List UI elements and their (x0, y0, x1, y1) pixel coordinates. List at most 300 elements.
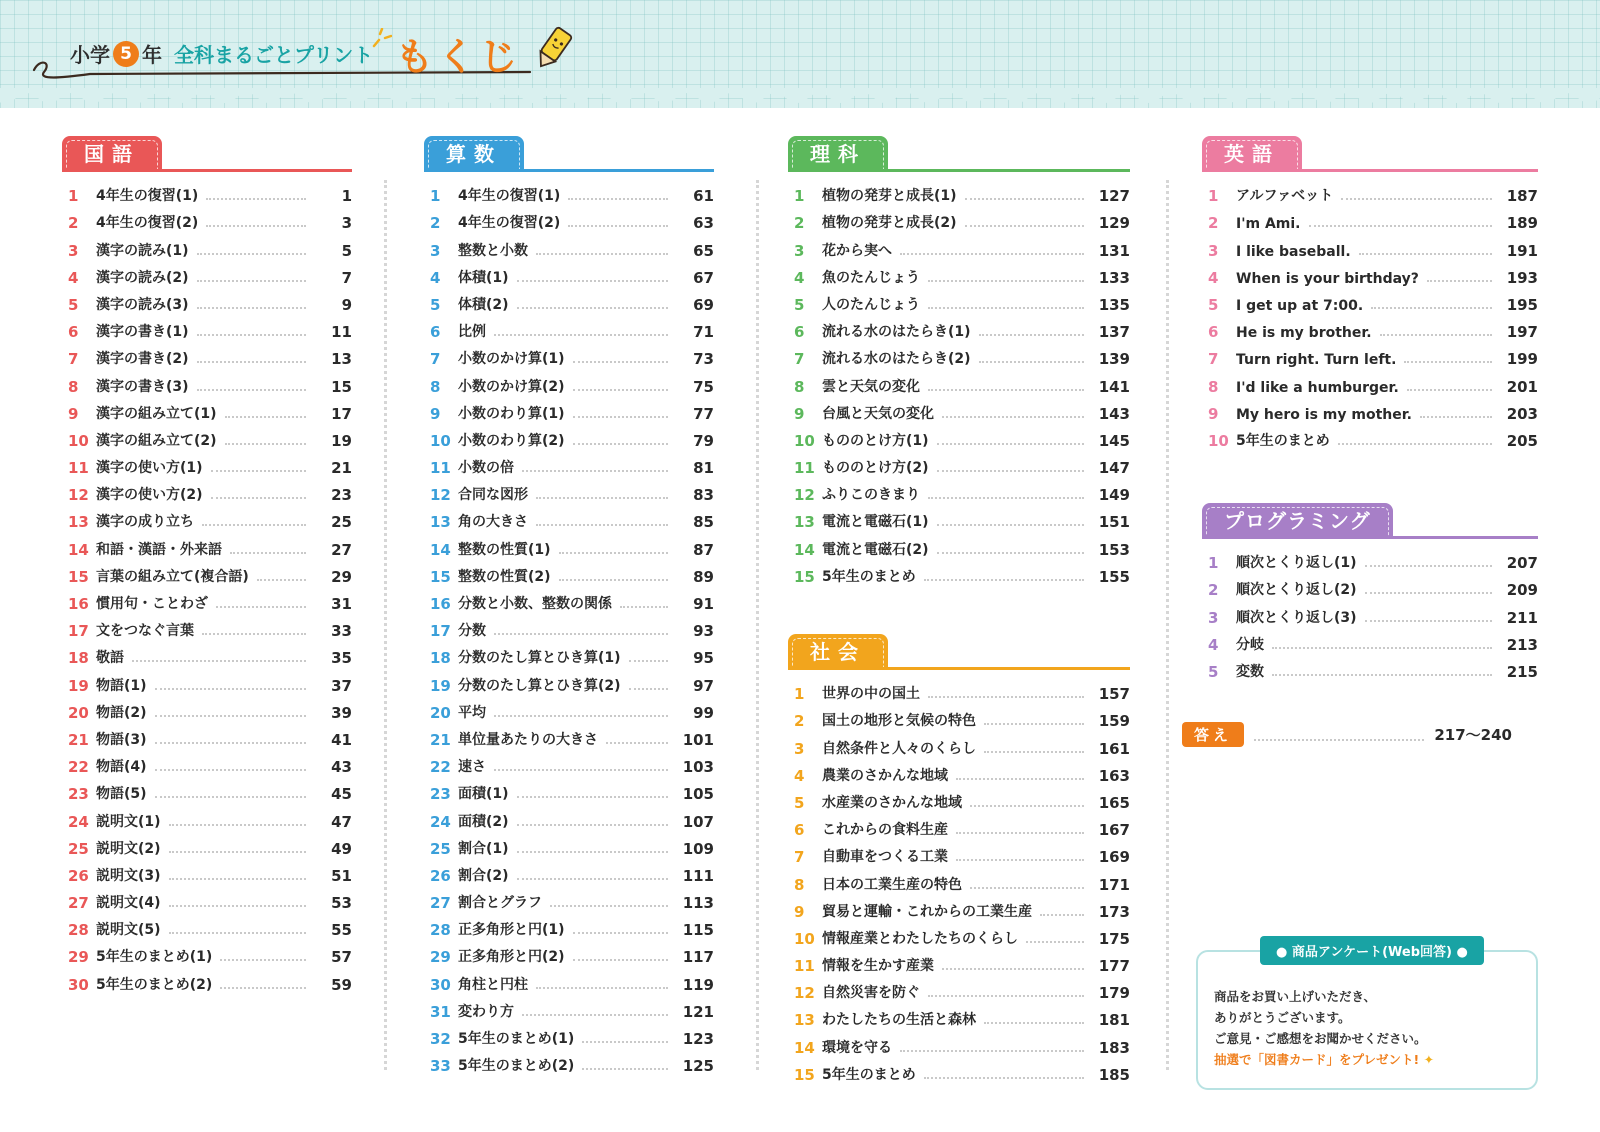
toc-row (788, 948, 1130, 975)
leader-dots (197, 280, 306, 282)
toc-row (424, 613, 714, 640)
toc-page: 91 (693, 595, 714, 613)
leader-dots (979, 361, 1084, 363)
toc-row (424, 341, 714, 368)
toc-number: 12 (430, 486, 451, 505)
toc-row (788, 812, 1130, 839)
toc-page: 213 (1506, 635, 1538, 654)
toc-number: 15 (430, 567, 451, 586)
toc-row (788, 477, 1130, 504)
toc-title: 分岐 (1236, 636, 1264, 653)
section-sansu (424, 136, 714, 1075)
toc-title: 水産業のさかんな地域 (822, 794, 962, 811)
toc-title: 小数のわり算(2) (458, 432, 565, 449)
leader-dots (979, 334, 1084, 336)
leader-dots (1365, 620, 1492, 622)
toc-row (788, 396, 1130, 423)
toc-page: 171 (1098, 875, 1130, 894)
toc-page: 165 (1098, 793, 1130, 812)
toc-title: 自然条件と人々のくらし (822, 740, 976, 757)
leader-dots (155, 769, 306, 771)
toc-row (62, 314, 352, 341)
toc-row (1202, 396, 1538, 423)
survey-badge: ● 商品アンケート(Web回答) ● (1260, 936, 1484, 965)
toc-title: 小数のわり算(1) (458, 405, 565, 422)
toc-number: 1 (794, 187, 805, 206)
leader-dots (211, 470, 306, 472)
toc-title: 物語(5) (96, 786, 147, 803)
leader-dots (984, 723, 1084, 725)
toc-page: 45 (331, 785, 352, 804)
toc-page: 111 (682, 866, 714, 885)
leader-dots (582, 1041, 668, 1043)
toc-row (62, 450, 352, 477)
toc-number: 14 (68, 540, 89, 559)
toc-page: 61 (693, 187, 714, 206)
leader-dots (965, 225, 1084, 227)
toc-page: 161 (1098, 739, 1130, 758)
toc-number: 17 (430, 622, 451, 641)
section-shakai (788, 634, 1130, 1084)
toc-title: 正多角形と円(1) (458, 922, 565, 939)
leader-dots (1272, 647, 1492, 649)
leader-dots (197, 307, 306, 309)
toc-row (788, 839, 1130, 866)
toc-title: 変わり方 (458, 1003, 514, 1020)
toc-row (424, 803, 714, 830)
page-header-title (70, 26, 521, 81)
toc-page: 135 (1098, 295, 1130, 314)
leader-dots (568, 225, 668, 227)
toc-title: 漢字の書き(1) (96, 324, 189, 341)
toc-number: 9 (794, 404, 805, 423)
toc-page: 147 (1098, 459, 1130, 478)
toc-row (788, 260, 1130, 287)
toc-page: 19 (331, 431, 352, 450)
toc-number: 1 (1208, 554, 1219, 573)
toc-title: 5年生のまとめ (1236, 432, 1330, 449)
toc-row (424, 912, 714, 939)
toc-number: 3 (794, 739, 805, 758)
toc-title: 台風と天気の変化 (822, 405, 934, 422)
toc-number: 7 (1208, 350, 1219, 369)
leader-dots (1427, 280, 1492, 282)
toc-page: 5 (341, 241, 352, 260)
toc-row (424, 232, 714, 259)
toc-title: 体積(1) (458, 269, 509, 286)
toc-title: 合同な図形 (458, 487, 528, 504)
toc-title: 4年生の復習(2) (458, 215, 561, 232)
toc-page: 157 (1098, 685, 1130, 704)
toc-title: I get up at 7:00. (1236, 297, 1364, 314)
toc-number: 9 (430, 404, 441, 423)
toc-number: 18 (430, 649, 451, 668)
leader-dots (928, 280, 1084, 282)
toc-row (424, 640, 714, 667)
toc-row (62, 695, 352, 722)
toc-row (62, 912, 352, 939)
toc-row (1202, 260, 1538, 287)
leader-dots (216, 606, 306, 608)
toc-title: 5年生のまとめ (822, 1066, 916, 1083)
section-eigo (1202, 136, 1538, 450)
toc-page: 65 (693, 241, 714, 260)
toc-row (62, 722, 352, 749)
leader-dots (937, 470, 1084, 472)
toc-row (62, 667, 352, 694)
answers-pages: 217～240 (1434, 725, 1512, 744)
toc-number: 13 (794, 513, 815, 532)
leader-dots (494, 769, 668, 771)
toc-number: 5 (430, 295, 441, 314)
toc-title: 説明文(2) (96, 840, 161, 857)
leader-dots (1407, 389, 1492, 391)
toc-title: I'd like a humburger. (1236, 379, 1399, 396)
toc-row (788, 504, 1130, 531)
toc-row (62, 885, 352, 912)
section-tab-shakai: 社会 (788, 634, 888, 670)
leader-dots (937, 552, 1084, 554)
toc-page: 71 (693, 323, 714, 342)
leader-dots (924, 1077, 1084, 1079)
toc-title: もののとけ方(1) (822, 432, 929, 449)
leader-dots (517, 878, 668, 880)
toc-row (424, 504, 714, 531)
section-header (788, 136, 1130, 172)
toc-page: 25 (331, 513, 352, 532)
toc-title: 電流と電磁石(2) (822, 541, 929, 558)
toc-page: 7 (341, 268, 352, 287)
toc-title: 面積(1) (458, 786, 509, 803)
toc-page: 149 (1098, 486, 1130, 505)
toc-row (62, 640, 352, 667)
toc-number: 32 (430, 1030, 451, 1048)
toc-title: 情報産業とわたしたちのくらし (822, 930, 1018, 947)
toc-page: 53 (331, 894, 352, 913)
toc-number: 1 (794, 685, 805, 704)
leader-dots (573, 416, 668, 418)
section-rule (424, 169, 714, 172)
column-separator (1166, 180, 1169, 1070)
leader-dots (202, 524, 306, 526)
section-programming (1202, 503, 1538, 681)
toc-number: 10 (794, 929, 815, 948)
toc-title: 速さ (458, 759, 486, 776)
toc-row (788, 368, 1130, 395)
toc-page: 133 (1098, 268, 1130, 287)
toc-page: 203 (1506, 404, 1538, 423)
toc-number: 21 (430, 730, 451, 749)
toc-number: 6 (430, 323, 441, 342)
toc-page: 169 (1098, 848, 1130, 867)
toc-row (1202, 627, 1538, 654)
toc-title: 漢字の読み(1) (96, 242, 189, 259)
toc-number: 13 (68, 513, 89, 532)
toc-title: 順次とくり返し(2) (1236, 582, 1357, 599)
toc-row (1202, 287, 1538, 314)
toc-number: 29 (68, 948, 89, 967)
toc-title: 物語(4) (96, 759, 147, 776)
toc-row (62, 477, 352, 504)
section-header (788, 634, 1130, 670)
sparkle-icon (370, 28, 392, 50)
leader-dots (568, 198, 668, 200)
leader-dots (169, 905, 306, 907)
toc-number: 16 (430, 595, 451, 613)
toc-page: 201 (1506, 377, 1538, 396)
toc-page: 215 (1506, 662, 1538, 681)
pencil-icon (530, 26, 576, 72)
section-rule (62, 169, 352, 172)
leader-dots (629, 660, 668, 662)
toc-title: 自然災害を防ぐ (822, 985, 920, 1002)
leader-dots (970, 805, 1084, 807)
toc-number: 10 (430, 431, 451, 450)
leader-dots (1341, 198, 1492, 200)
toc-page: 15 (331, 377, 352, 396)
toc-title: 環境を守る (822, 1039, 892, 1056)
toc-title: 割合(2) (458, 867, 509, 884)
toc-title: 正多角形と円(2) (458, 949, 565, 966)
toc-page: 73 (693, 350, 714, 369)
toc-title: 小数のかけ算(1) (458, 351, 565, 368)
toc-title: 漢字の使い方(2) (96, 487, 203, 504)
toc-page: 77 (693, 404, 714, 423)
toc-page: 11 (331, 323, 352, 342)
toc-row (62, 531, 352, 558)
toc-number: 29 (430, 948, 451, 967)
toc-row (62, 613, 352, 640)
leader-dots (970, 887, 1084, 889)
toc-page: 155 (1098, 567, 1130, 586)
toc-page: 109 (682, 839, 714, 858)
column-separator (756, 180, 759, 1070)
toc-number: 14 (794, 540, 815, 559)
toc-title: I'm Ami. (1236, 216, 1301, 233)
toc-page: 209 (1506, 581, 1538, 600)
toc-title: 5年生のまとめ(1) (96, 949, 213, 966)
leader-dots (900, 253, 1084, 255)
leader-dots (984, 751, 1084, 753)
toc-page: 105 (682, 785, 714, 804)
toc-title: 分数のたし算とひき算(2) (458, 677, 621, 694)
toc-number: 3 (68, 241, 79, 260)
toc-title: When is your birthday? (1236, 270, 1419, 287)
toc-row (62, 178, 352, 205)
toc-row (62, 966, 352, 993)
leader-dots (1365, 592, 1492, 594)
toc-title: My hero is my mother. (1236, 406, 1412, 423)
toc-row (788, 703, 1130, 730)
toc-number: 24 (68, 812, 89, 831)
toc-page: 173 (1098, 902, 1130, 921)
toc-row (1202, 232, 1538, 259)
toc-row (62, 858, 352, 885)
toc-number: 19 (68, 676, 89, 695)
leader-dots (582, 1068, 668, 1070)
toc-title: I like baseball. (1236, 243, 1351, 260)
toc-number: 12 (794, 984, 815, 1003)
leader-dots (606, 742, 668, 744)
toc-list (62, 178, 352, 994)
toc-page: 175 (1098, 929, 1130, 948)
toc-number: 6 (794, 323, 805, 342)
toc-number: 3 (1208, 608, 1219, 627)
toc-number: 8 (794, 377, 805, 396)
leader-dots (220, 959, 306, 961)
toc-number: 9 (68, 404, 79, 423)
leader-dots (559, 579, 668, 581)
toc-number: 7 (68, 350, 79, 369)
leader-dots (225, 416, 306, 418)
toc-title: 漢字の書き(3) (96, 378, 189, 395)
toc-row (788, 975, 1130, 1002)
toc-page: 55 (331, 921, 352, 940)
toc-title: 敬語 (96, 650, 124, 667)
toc-row (788, 1057, 1130, 1084)
toc-number: 26 (430, 866, 451, 885)
leader-dots (522, 1014, 668, 1016)
toc-row (788, 205, 1130, 232)
series-title: 全科まるごとプリント (174, 43, 374, 67)
toc-title: 世界の中の国土 (822, 686, 920, 703)
toc-row (62, 396, 352, 423)
section-header (1202, 503, 1538, 539)
leader-dots (155, 742, 306, 744)
toc-title: 小数のかけ算(2) (458, 378, 565, 395)
toc-row (424, 314, 714, 341)
toc-page: 143 (1098, 404, 1130, 423)
toc-title: 整数の性質(1) (458, 541, 551, 558)
survey-body (1214, 986, 1434, 1070)
leader-dots (206, 198, 306, 200)
leader-dots (1404, 361, 1492, 363)
toc-row (424, 858, 714, 885)
toc-number: 6 (68, 323, 79, 342)
toc-title: 漢字の組み立て(2) (96, 432, 217, 449)
toc-row (1202, 341, 1538, 368)
toc-page: 89 (693, 567, 714, 586)
toc-title: 漢字の書き(2) (96, 351, 189, 368)
toc-number: 5 (1208, 295, 1219, 314)
toc-number: 18 (68, 649, 89, 668)
toc-number: 8 (430, 377, 441, 396)
toc-row (62, 586, 352, 613)
toc-page: 129 (1098, 214, 1130, 233)
toc-title: もののとけ方(2) (822, 460, 929, 477)
leader-dots (1040, 914, 1084, 916)
toc-number: 30 (68, 975, 89, 994)
leader-dots (536, 497, 668, 499)
toc-title: 5年生のまとめ(2) (458, 1058, 575, 1075)
toc-title: 5年生のまとめ(2) (96, 976, 213, 993)
toc-number: 1 (430, 187, 441, 206)
toc-number: 8 (1208, 377, 1219, 396)
toc-row (788, 1002, 1130, 1029)
toc-row (62, 749, 352, 776)
toc-title: 花から実へ (822, 242, 892, 259)
toc-page: 193 (1506, 268, 1538, 287)
toc-number: 12 (68, 486, 89, 505)
toc-page: 1 (341, 187, 352, 206)
survey-box (1196, 945, 1538, 1090)
toc-title: 分数と小数、整数の関係 (458, 596, 612, 612)
survey-badge-label: 商品アンケート(Web回答) (1291, 945, 1452, 960)
toc-title: 単位量あたりの大きさ (458, 731, 598, 748)
leader-dots (169, 824, 306, 826)
toc-title: 慣用句・ことわざ (96, 596, 208, 612)
toc-title: 農業のさかんな地域 (822, 767, 948, 784)
leader-dots (928, 307, 1084, 309)
toc-title: 比例 (458, 324, 486, 341)
leader-dots (257, 579, 306, 581)
leader-dots (1420, 416, 1492, 418)
leader-dots (924, 579, 1084, 581)
toc-page: 207 (1506, 554, 1538, 573)
toc-number: 22 (68, 758, 89, 777)
header-prefix: 小学 (70, 43, 110, 67)
toc-page: 33 (331, 622, 352, 641)
toc-number: 5 (794, 295, 805, 314)
leader-dots (197, 361, 306, 363)
leader-dots (573, 959, 668, 961)
section-kokugo (62, 136, 352, 994)
toc-page: 99 (693, 703, 714, 722)
toc-number: 2 (1208, 581, 1219, 600)
column-separator (384, 180, 387, 1070)
section-header (424, 136, 714, 172)
toc-page: 103 (682, 758, 714, 777)
toc-number: 5 (794, 793, 805, 812)
toc-page: 87 (693, 540, 714, 559)
toc-title: 貿易と運輸・これからの工業生産 (822, 903, 1032, 920)
toc-row (62, 559, 352, 586)
toc-page: 183 (1098, 1038, 1130, 1057)
toc-number: 3 (430, 241, 441, 260)
leader-dots (928, 696, 1084, 698)
toc-number: 1 (1208, 187, 1219, 206)
toc-page: 141 (1098, 377, 1130, 396)
toc-number: 5 (68, 295, 79, 314)
toc-page: 43 (331, 758, 352, 777)
toc-title: 植物の発芽と成長(2) (822, 215, 957, 232)
toc-number: 17 (68, 622, 89, 641)
toc-number: 31 (430, 1002, 451, 1021)
toc-page: 107 (682, 812, 714, 831)
toc-number: 2 (68, 214, 79, 233)
toc-page: 179 (1098, 984, 1130, 1003)
toc-row (424, 994, 714, 1021)
toc-number: 10 (68, 431, 89, 450)
toc-row (1202, 178, 1538, 205)
toc-number: 8 (794, 875, 805, 894)
toc-row (424, 423, 714, 450)
toc-page: 151 (1098, 513, 1130, 532)
toc-title: 順次とくり返し(1) (1236, 555, 1357, 572)
toc-row (62, 504, 352, 531)
section-tab-kokugo: 国語 (62, 136, 162, 172)
toc-row (788, 1029, 1130, 1056)
leader-dots (1365, 565, 1492, 567)
section-tab-programming: プログラミング (1202, 503, 1393, 539)
toc-row (1202, 572, 1538, 599)
toc-number: 10 (1208, 431, 1229, 450)
leader-dots (517, 824, 668, 826)
toc-row (424, 260, 714, 287)
toc-row (788, 866, 1130, 893)
toc-number: 7 (794, 848, 805, 867)
leader-dots (1371, 307, 1492, 309)
